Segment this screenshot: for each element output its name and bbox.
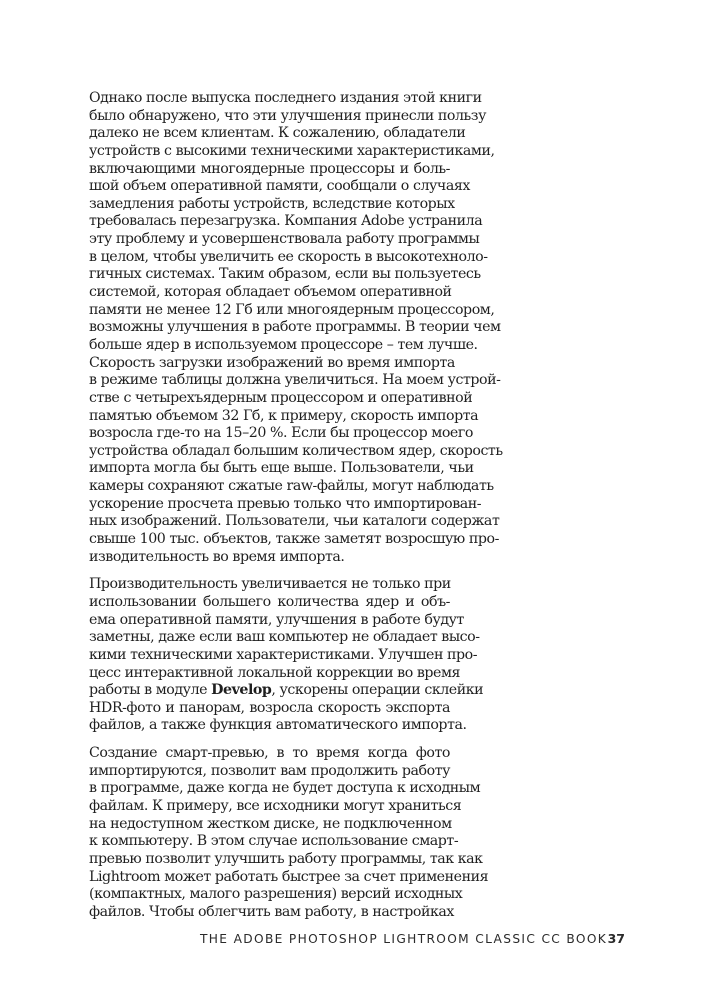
text-line: к компьютеру. В этом случае использование смарт- xyxy=(89,833,459,850)
text-line: камеры сохраняют сжатые raw-файлы, могут наблюдать xyxy=(89,478,494,495)
text-line: файлов, а также функция автоматического импорта. xyxy=(89,717,467,734)
text-line: Скорость загрузки изображений во время импорта xyxy=(89,354,455,371)
text-line-develop-module xyxy=(89,682,484,700)
text-line: HDR-фото и панорам, возросла скорость экспорта xyxy=(89,699,450,716)
page-number: 37 xyxy=(607,931,625,946)
text-line: памяти не менее 12 Гб или многоядерным процессором, xyxy=(89,301,495,318)
module-line-suffix: , ускорены операции склейки xyxy=(271,682,484,699)
text-line: в программе, даже когда не будет доступа к исходным xyxy=(89,780,481,797)
text-line: было обнаружено, что эти улучшения принесли пользу xyxy=(89,107,486,124)
text-line: больше ядер в используемом процессоре – тем лучше. xyxy=(89,336,478,353)
text-line: файлам. К примеру, все исходники могут храниться xyxy=(89,797,462,814)
text-line: шой объем оперативной памяти, сообщали о случаях xyxy=(89,178,470,195)
text-line: импорта могла бы быть еще выше. Пользователи, чьи xyxy=(89,460,474,477)
text-line: на недоступном жестком диске, не подключенном xyxy=(89,815,452,832)
body-text xyxy=(89,90,503,921)
text-line: кими техническими характеристиками. Улучшен про- xyxy=(89,646,478,663)
text-line: в режиме таблицы должна увеличиться. На моем устрой- xyxy=(89,372,501,389)
text-line: памятью объемом 32 Гб, к примеру, скорость импорта xyxy=(89,407,479,424)
text-line: Производительность увеличивается не только при xyxy=(89,576,451,593)
develop-module-name: Develop xyxy=(211,682,272,699)
text-line: стве с четырехъядерным процессором и оперативной xyxy=(89,389,473,406)
text-line: импортируются, позволит вам продолжить работу xyxy=(89,762,450,779)
text-line: устройств с высокими техническими характеристиками, xyxy=(89,142,495,159)
text-line: системой, которая обладает объемом оперативной xyxy=(89,284,452,301)
text-line: свыше 100 тыс. объектов, также заметят возросшую про- xyxy=(89,531,499,548)
text-line: замедления работы устройств, вследствие которых xyxy=(89,195,455,212)
text-line: далеко не всем клиентам. К сожалению, обладатели xyxy=(89,125,466,142)
text-line: гичных системах. Таким образом, если вы пользуетесь xyxy=(89,266,481,283)
text-line: возросла где-то на 15–20 %. Если бы процессор моего xyxy=(89,425,473,442)
text-line: ускорение просчета превью только что импортирован- xyxy=(89,495,482,512)
paragraph-develop-improvements xyxy=(89,576,484,735)
text-line: Однако после выпуска последнего издания этой книги xyxy=(89,90,482,106)
text-line: ных изображений. Пользователи, чьи каталоги содержат xyxy=(89,513,500,530)
text-line: устройства обладал большим количеством ядер, скорость xyxy=(89,442,503,459)
text-line: включающими многоядерные процессоры и боль- xyxy=(89,160,450,177)
text-line: Lightroom может работать быстрее за счет применения xyxy=(89,868,489,885)
page-footer xyxy=(200,931,625,951)
text-line: превью позволит улучшить работу программы, так как xyxy=(89,850,483,867)
text-line: эту проблему и усовершенствовала работу программы xyxy=(89,231,480,248)
running-title: THE ADOBE PHOTOSHOP LIGHTROOM CLASSIC CC BOOK xyxy=(200,932,608,946)
text-line: Создание смарт-превью, в то время когда фото xyxy=(89,745,450,762)
text-line: (компактных, малого разрешения) версий исходных xyxy=(89,886,463,903)
text-line: заметны, даже если ваш компьютер не обладает высо- xyxy=(89,629,480,646)
text-line: ема оперативной памяти, улучшения в работе будут xyxy=(89,611,464,628)
module-line-prefix: работы в модуле xyxy=(89,682,212,699)
text-line: требовалась перезагрузка. Компания Adobe устранила xyxy=(89,213,483,230)
text-line: в целом, чтобы увеличить ее скорость в высокотехноло- xyxy=(89,248,488,265)
text-line: использовании большего количества ядер и объ- xyxy=(89,593,450,610)
text-line: возможны улучшения в работе программы. В теории чем xyxy=(89,319,501,336)
paragraph-smart-previews xyxy=(89,745,489,921)
text-line: цесс интерактивной локальной коррекции во время xyxy=(89,664,461,681)
text-line: изводительность во время импорта. xyxy=(89,548,345,565)
text-line: файлов. Чтобы облегчить вам работу, в настройках xyxy=(89,903,454,920)
paragraph-performance-issues xyxy=(89,90,503,566)
